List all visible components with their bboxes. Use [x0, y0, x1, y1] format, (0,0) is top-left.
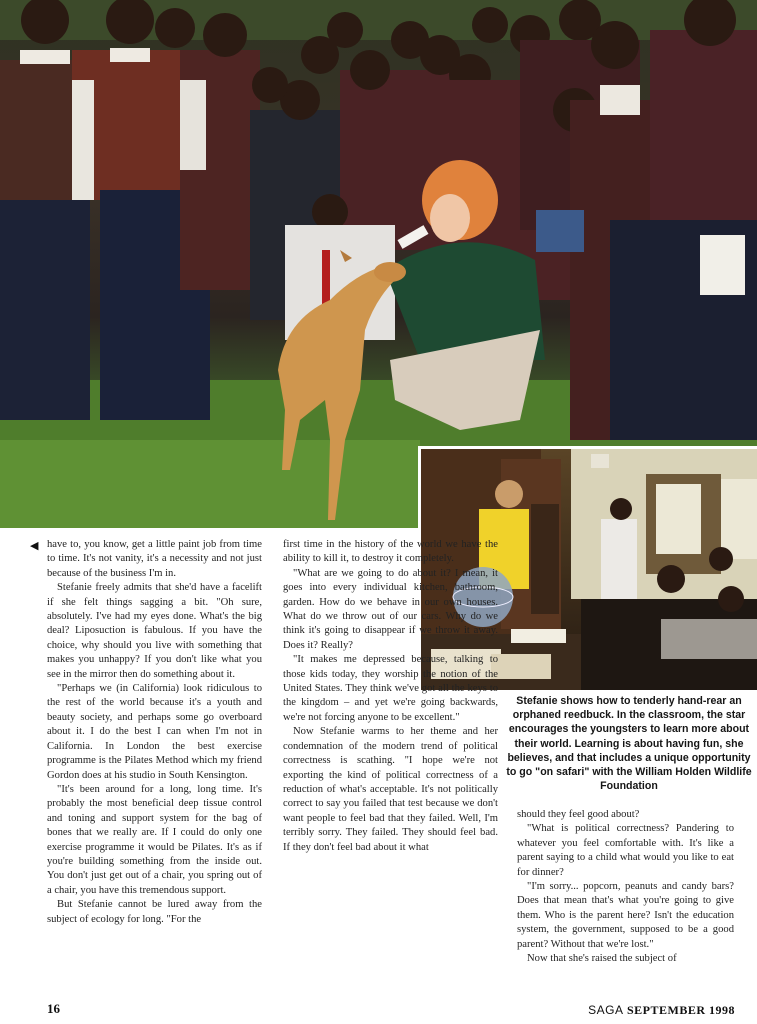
paragraph: "What is political correctness? Pandering to whatever you feel comfortable with. It's like a parent saying to a child what would you like to eat for dinner?: [517, 823, 734, 878]
paragraph: Now that she's raised the subject of: [527, 953, 677, 965]
paragraph: first time in the history of the world we have the ability to kill it, to destroy it completely.: [283, 539, 498, 565]
paragraph: Stefanie freely admits that she'd have a facelift if she felt things sagging a bit. "Oh sure, absolutely. I've had my eyes done. What's the big deal? Liposuction is fabulous. If you have the choice, why should you live with something that makes you unhappy? If you don't like what you see in the mirror then do something about it.: [47, 582, 262, 680]
paragraph: "Perhaps we (in California) look ridiculous to the rest of the world because it's a youth and beauty society, and perhaps some go overboard about it. I do the best I can when I'm not in California. In London the best exercise programme is the Pilates Method which my friend Gordon does at his studio in South Kensington.: [47, 683, 262, 781]
magazine-name: SAGA: [588, 1003, 624, 1017]
page-number: 16: [47, 1001, 60, 1016]
photo-caption: Stefanie shows how to tenderly hand-rear an orphaned reedbuck. In the classroom, the star encourages the youngsters to learn more about their world. Learning is about having fun, she believes, and that includes a unique opportunity to go "on safari" with the William Holden Wildlife Foundation: [506, 695, 752, 793]
paragraph: "I'm sorry... popcorn, peanuts and candy bars? Does that mean that's what you're going to give them. Who is the parent here? Isn't the education system, the government, supposed to be a good parent? Without that we're lost.": [517, 881, 734, 950]
paragraph: Now Stefanie warms to her theme and her condemnation of the modern trend of political correctness is scathing. "I hope we're not exporting the kind of political correctness of a reduction of what's acceptable. It's not politically correct to say you failed that test because we don't want people to feel bad that they failed. Well, I'm terribly sorry. They failed. They should feel bad. If they don't feel bad about it what: [283, 726, 498, 853]
paragraph: "What are we going to do about it? I mean, it goes into every individual kitchen, bathroom, garden. How do we behave in our own houses. What do we throw out of our cars. Why do we think it's going to disappear if we throw it away. Does it? Really?: [283, 567, 498, 651]
paragraph: "It's been around for a long, long time. It's probably the most beneficial deep tissue control and toning and support system for the bag of bones that we really are. If I could do only one exercise programme it would be Pilates. It's as if you're building something from the inside out. You don't just get out of a chair, you spring out of a chair, you have this tremendous support.: [47, 783, 262, 896]
paragraph: But Stefanie cannot be lured away from the subject of ecology for long. "For the: [47, 899, 262, 925]
paragraph: should they feel good about?: [517, 809, 640, 820]
paragraph: "It makes me depressed because, talking to those kids today, they worship the notion of the United States. They think we've got all the keys to the kingdom – and yet we're going backwards, we're not forcing anyone to be excellent.": [283, 654, 498, 723]
issue-date: SEPTEMBER 1998: [626, 1003, 735, 1017]
continuation-arrow-icon: ◀: [30, 539, 39, 552]
paragraph: have to, you know, get a little paint job from time to time. It's not vanity, it's a necessity and not just because of the business I'm in.: [47, 539, 262, 579]
text-column-3: [517, 808, 734, 966]
issue-footer: [588, 1003, 735, 1018]
students-crowd: [0, 0, 757, 440]
text-column-1: [47, 538, 262, 927]
text-column-2: [283, 538, 498, 855]
